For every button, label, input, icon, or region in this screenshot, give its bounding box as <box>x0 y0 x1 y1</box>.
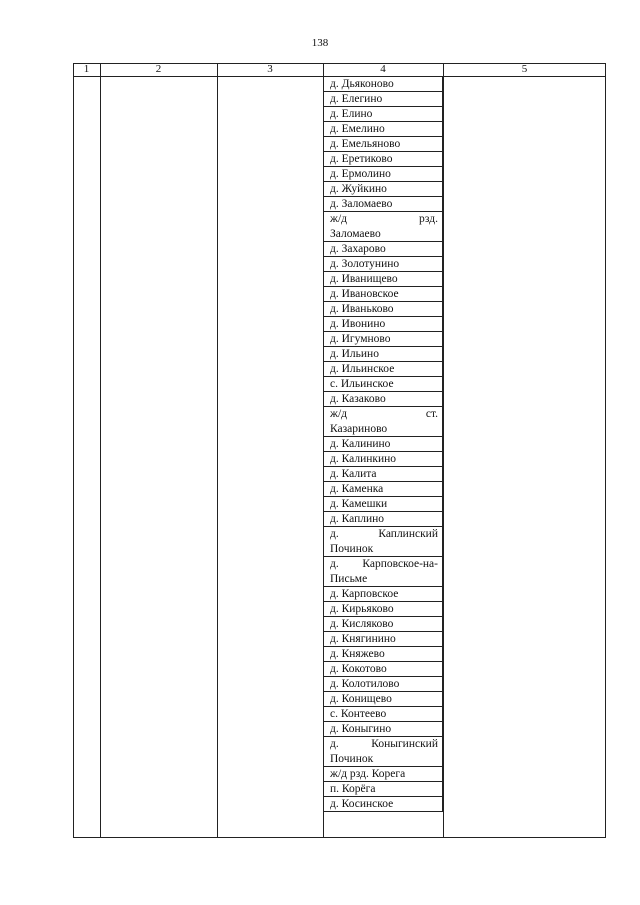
header-col-1: 1 <box>83 63 90 75</box>
settlement-name: д. Коныгино <box>330 723 392 735</box>
settlement-row <box>323 481 443 497</box>
settlement-name: д. Иванищево <box>330 273 398 285</box>
settlement-row <box>323 406 443 437</box>
page-number: 138 <box>311 37 329 49</box>
settlement-name: д. Жуйкино <box>330 183 387 195</box>
settlement-row <box>323 76 443 92</box>
settlement-name: д. Ильино <box>330 348 379 360</box>
settlement-name: п. Корёга <box>330 783 376 795</box>
settlement-name: д. Кокотово <box>330 663 387 675</box>
settlement-name-cont: Письме <box>330 573 368 585</box>
settlement-name: д. Конищево <box>330 693 392 705</box>
settlement-list <box>323 77 443 812</box>
settlement-name: д. Захарово <box>330 243 386 255</box>
settlement-row <box>323 451 443 467</box>
settlement-name: д. Емельяново <box>330 138 401 150</box>
settlement-row <box>323 511 443 527</box>
settlement-name: д. Иваньково <box>330 303 394 315</box>
settlement-row <box>323 271 443 287</box>
header-col-3: 3 <box>267 63 273 75</box>
settlement-row <box>323 316 443 332</box>
column-divider-1 <box>100 63 101 838</box>
settlement-name: д. Игумново <box>330 333 391 345</box>
settlement-row <box>323 166 443 182</box>
settlement-name: ж/д ст. <box>330 408 438 420</box>
settlement-name: д. Казаково <box>330 393 386 405</box>
settlement-name: д. Косинское <box>330 798 394 810</box>
settlement-row <box>323 136 443 152</box>
settlement-row <box>323 616 443 632</box>
settlement-name: д. Еретиково <box>330 153 393 165</box>
settlement-row <box>323 721 443 737</box>
settlement-name: д. Заломаево <box>330 198 393 210</box>
settlement-row <box>323 496 443 512</box>
settlement-row <box>323 556 443 587</box>
header-col-5: 5 <box>521 63 528 75</box>
settlement-row <box>323 736 443 767</box>
settlement-name: д. Елино <box>330 108 373 120</box>
settlement-row <box>323 466 443 482</box>
settlement-name: д. Ильинское <box>330 363 395 375</box>
settlement-name-cont: Казариново <box>330 423 388 435</box>
settlement-row <box>323 196 443 212</box>
settlement-name: с. Ильинское <box>330 378 394 390</box>
settlement-row <box>323 586 443 602</box>
settlement-row <box>323 781 443 797</box>
settlement-name-cont: Заломаево <box>330 228 381 240</box>
settlement-row <box>323 91 443 107</box>
settlement-name: д. Каменка <box>330 483 384 495</box>
settlement-row <box>323 211 443 242</box>
header-col-4: 4 <box>380 63 386 75</box>
settlement-row <box>323 766 443 782</box>
settlement-row <box>323 691 443 707</box>
settlement-row <box>323 376 443 392</box>
settlement-name: с. Контеево <box>330 708 387 720</box>
settlement-row <box>323 436 443 452</box>
settlement-row <box>323 601 443 617</box>
settlement-row <box>323 646 443 662</box>
settlement-name: д. Ермолино <box>330 168 391 180</box>
settlement-name: д. Калита <box>330 468 377 480</box>
settlement-name: д. Камешки <box>330 498 388 510</box>
settlement-name: д. Княжево <box>330 648 385 660</box>
settlement-name: д. Карповское <box>330 588 399 600</box>
settlement-row <box>323 631 443 647</box>
settlement-name: д. Кисляково <box>330 618 394 630</box>
settlement-name: д. Каплинский <box>330 528 438 540</box>
settlement-name: д. Калинино <box>330 438 391 450</box>
settlement-row <box>323 151 443 167</box>
settlement-row <box>323 391 443 407</box>
header-col-2: 2 <box>155 63 162 75</box>
settlement-name: ж/д рзд. Корега <box>330 768 406 780</box>
settlement-name: ж/д рзд. <box>330 213 438 225</box>
settlement-name: д. Елегино <box>330 93 383 105</box>
settlement-row <box>323 106 443 122</box>
settlement-row <box>323 256 443 272</box>
settlement-name: д. Коныгинский <box>330 738 438 750</box>
settlement-row <box>323 241 443 257</box>
settlement-row <box>323 796 443 812</box>
settlement-row <box>323 361 443 377</box>
settlement-name-cont: Починок <box>330 753 374 765</box>
settlement-name: д. Ивановское <box>330 288 399 300</box>
settlement-row <box>323 526 443 557</box>
settlement-name: д. Золотунино <box>330 258 400 270</box>
settlement-name: д. Калинкино <box>330 453 397 465</box>
settlement-name: д. Ивонино <box>330 318 386 330</box>
column-divider-2 <box>217 63 218 838</box>
settlement-row <box>323 676 443 692</box>
settlement-row <box>323 661 443 677</box>
settlement-name: д. Княгинино <box>330 633 396 645</box>
settlement-row <box>323 301 443 317</box>
settlement-row <box>323 121 443 137</box>
settlement-name-cont: Починок <box>330 543 374 555</box>
settlement-row <box>323 181 443 197</box>
settlement-name: д. Емелино <box>330 123 385 135</box>
settlement-name: д. Каплино <box>330 513 385 525</box>
settlement-row <box>323 331 443 347</box>
settlement-name: д. Кирьяково <box>330 603 394 615</box>
settlement-row <box>323 286 443 302</box>
settlement-name: д. Колотилово <box>330 678 400 690</box>
settlement-row <box>323 346 443 362</box>
settlement-name: д. Карповское-на- <box>330 558 438 570</box>
column-divider-4 <box>443 63 444 838</box>
settlement-row <box>323 706 443 722</box>
settlement-name: д. Дьяконово <box>330 78 394 90</box>
